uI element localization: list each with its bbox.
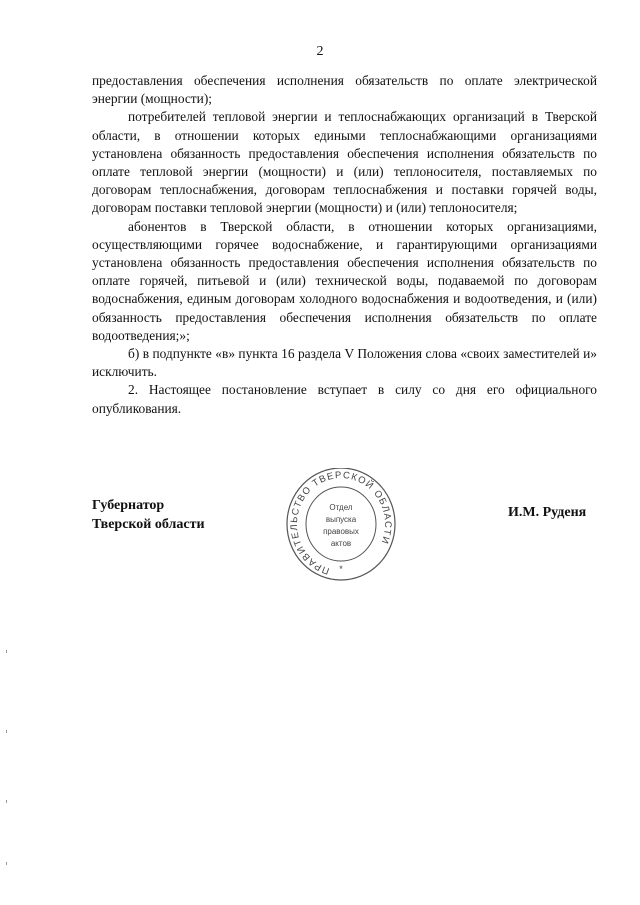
signatory-name: И.М. Руденя — [508, 505, 587, 520]
margin-mark — [6, 800, 7, 803]
position-line-2: Тверской области — [92, 517, 205, 532]
stamp-center-line-4: актов — [330, 539, 352, 548]
paragraph-4: б) в подпункте «в» пункта 16 раздела V Положения слова «своих заместителей и» исключить. — [92, 346, 597, 380]
position-line-1: Губернатор — [92, 498, 165, 513]
document-body — [92, 72, 597, 418]
paragraph-3: абонентов в Тверской области, в отношении которых организациями, осуществляющими горячее водоснабжение, и гарантирующими организациями установлена обязанность предоставления обеспечения исполнения обязательств по оплате горячей, питьевой и (или) технической воды, подаваемой по договорам водоснабжения, единым договорам холодного водоснабжения и водоотведения, и (или) обязанность предоставления обеспечения исполнения обязательств по оплате водоотведения;»; — [92, 218, 597, 343]
stamp-center-line-3: правовых — [323, 527, 359, 536]
margin-mark — [6, 730, 7, 733]
paragraph-2: потребителей тепловой энергии и теплоснабжающих организаций в Тверской области, в отношении которых едиными теплоснабжающими организациями установлена обязанность предоставления обеспечения исполнения обязательств по оплате тепловой энергии (мощности) и (или) теплоносителя, поставляемых по договорам теплоснабжения, договорам теплоснабжения и поставки горячей воды, договорам поставки тепловой энергии (мощности) и (или) теплоносителя; — [92, 109, 597, 216]
paragraph-1: предоставления обеспечения исполнения обязательств по оплате электрической энергии (мощности); — [92, 73, 597, 107]
official-stamp — [285, 468, 397, 588]
paragraph-5: 2. Настоящее постановление вступает в силу со дня его официального опубликования. — [92, 382, 597, 416]
page-number: 2 — [316, 44, 324, 59]
signatory-position — [92, 496, 205, 534]
stamp-star-mark: * — [339, 564, 343, 574]
stamp-ring-text: ПРАВИТЕЛЬСТВО ТВЕРСКОЙ ОБЛАСТИ — [288, 469, 394, 577]
stamp-center-line-1: Отдел — [329, 503, 353, 512]
margin-mark — [6, 650, 7, 653]
stamp-center-line-2: выпуска — [325, 515, 357, 524]
margin-mark — [6, 862, 7, 865]
